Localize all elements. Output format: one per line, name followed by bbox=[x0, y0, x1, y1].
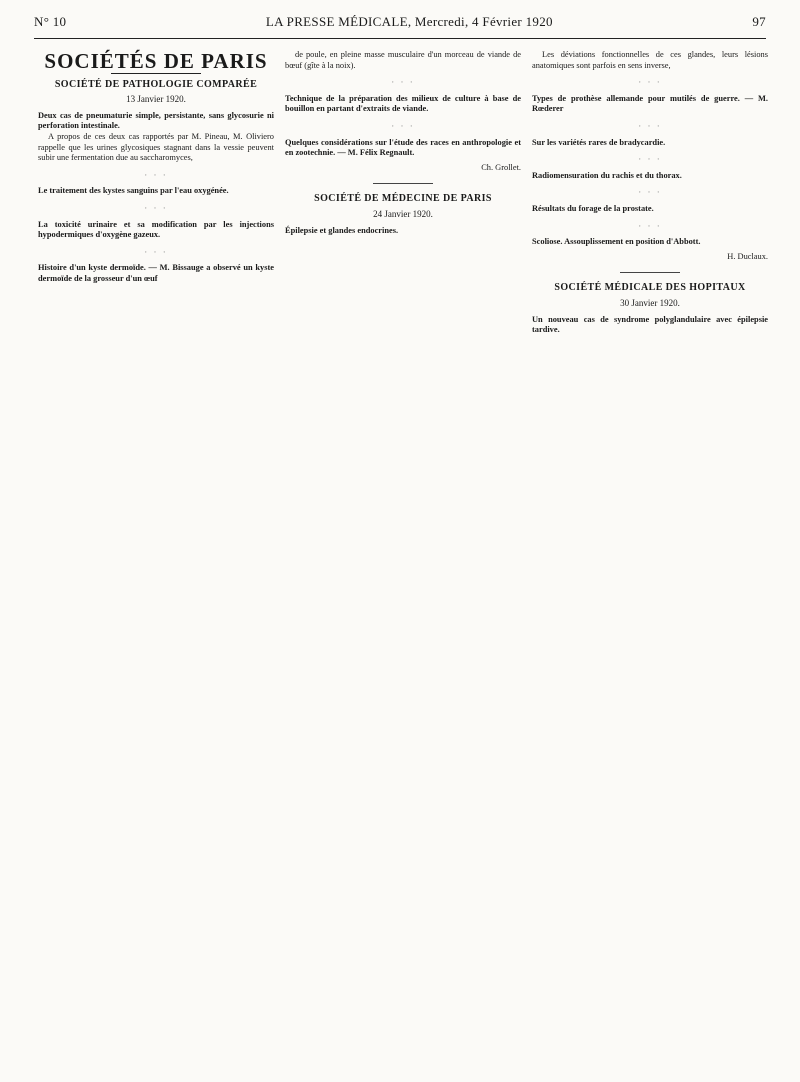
omitted-text: · · · bbox=[638, 220, 662, 231]
column-2 bbox=[285, 50, 521, 236]
session-date: 24 Janvier 1920. bbox=[373, 208, 433, 219]
divider bbox=[620, 272, 680, 273]
article-heading: Quelques considérations sur l'étude des races en anthropologie et en zootechnie. — M. Félix Regnault. bbox=[285, 137, 521, 158]
article-heading: Histoire d'un kyste dermoïde. — M. Bissauge a observé un kyste dermoïde de la grosseur d'un œuf bbox=[38, 263, 274, 283]
article-paragraph: A propos de ces deux cas rapportés par M. Pineau, M. Oliviero rappelle que les urines glycosiques stagnant dans la vessie peuvent subir une fermentation due au saccharomyces, bbox=[38, 131, 274, 163]
omitted-text: · · · bbox=[391, 120, 415, 131]
article-heading: Scoliose. Assouplissement en position d'Abbott. bbox=[532, 237, 701, 247]
article-heading: Technique de la préparation des milieux de culture à base de bouillon en partant d'extraits de viande. bbox=[285, 93, 521, 114]
page-number: 97 bbox=[752, 14, 766, 29]
journal-title: LA PRESSE MÉDICALE, Mercredi, 4 Février 1920 bbox=[265, 14, 553, 29]
article-paragraph: Les déviations fonctionnelles de ces glandes, leurs lésions anatomiques sont parfois en sens inverse, bbox=[532, 50, 768, 70]
masthead bbox=[34, 14, 766, 36]
session-date: 13 Janvier 1920. bbox=[126, 94, 186, 105]
omitted-text: · · · bbox=[144, 169, 168, 180]
article-heading: Un nouveau cas de syndrome polyglandulaire avec épilepsie tardive. bbox=[532, 314, 768, 335]
omitted-text: · · · bbox=[391, 77, 415, 88]
signature: Ch. Grollet. bbox=[481, 162, 521, 172]
column-3 bbox=[532, 50, 768, 336]
article-heading: Sur les variétés rares de bradycardie. bbox=[532, 137, 666, 147]
article-heading: Deux cas de pneumaturie simple, persistante, sans glycosurie ni perforation intestinale. bbox=[38, 110, 274, 131]
article-heading: Le traitement des kystes sanguins par l'eau oxygénée. bbox=[38, 186, 229, 196]
article-heading: Types de prothèse allemande pour mutilés de guerre. — M. Rœderer bbox=[532, 93, 768, 114]
session-date: 30 Janvier 1920. bbox=[620, 297, 680, 308]
column-1 bbox=[38, 50, 274, 285]
omitted-text: · · · bbox=[638, 187, 662, 198]
omitted-text: · · · bbox=[638, 77, 662, 88]
society-title-hopitaux: SOCIÉTÉ MÉDICALE DES HOPITAUX bbox=[554, 282, 746, 294]
article-heading: Résultats du forage de la prostate. bbox=[532, 203, 654, 213]
issue-number: N° 10 bbox=[34, 14, 67, 29]
article-heading: Radiomensuration du rachis et du thorax. bbox=[532, 170, 682, 180]
article-paragraph: de poule, en pleine masse musculaire d'un morceau de viande de bœuf (gîte à la noix). bbox=[285, 50, 521, 70]
omitted-text: · · · bbox=[144, 202, 168, 213]
signature: H. Duclaux. bbox=[727, 251, 768, 261]
article-heading: La toxicité urinaire et sa modification par les injections hypodermiques d'oxygène gazeux. bbox=[38, 219, 274, 240]
society-title-medecine: SOCIÉTÉ DE MÉDECINE DE PARIS bbox=[314, 193, 492, 205]
article-heading: Épilepsie et glandes endocrines. bbox=[285, 225, 399, 235]
omitted-text: · · · bbox=[144, 246, 168, 257]
masthead-rule bbox=[34, 38, 766, 39]
section-title: SOCIÉTÉS DE PARIS bbox=[44, 49, 268, 73]
divider bbox=[373, 183, 433, 184]
society-title-pathologie: SOCIÉTÉ DE PATHOLOGIE COMPARÉE bbox=[54, 78, 258, 90]
omitted-text: · · · bbox=[638, 154, 662, 165]
omitted-text: · · · bbox=[638, 120, 662, 131]
